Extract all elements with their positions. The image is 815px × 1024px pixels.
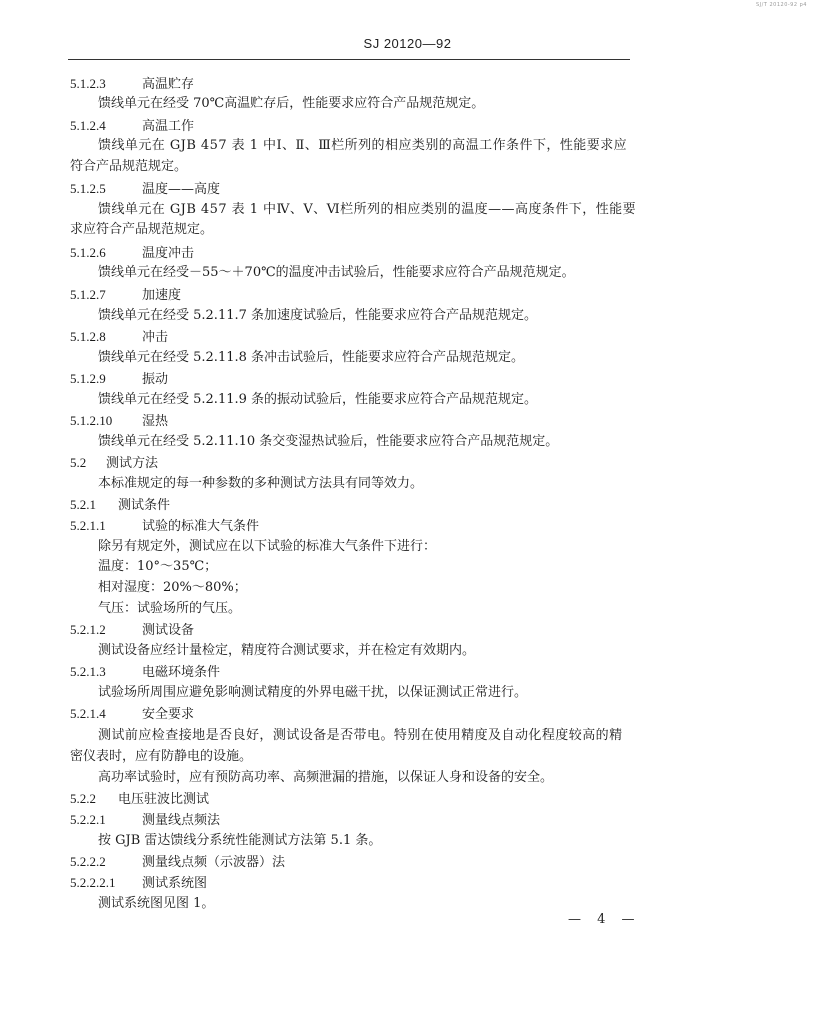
section-heading-5-1-2-10: 5.1.2.10 湿热 <box>70 413 169 429</box>
paragraph-line: 求应符合产品规范规定。 <box>70 222 214 237</box>
section-heading-5-1-2-5: 5.1.2.5 温度——高度 <box>70 181 221 197</box>
section-heading-5-2-1: 5.2.1 测试条件 <box>70 497 171 513</box>
paragraph-line: 馈线单元在经受 5.2.11.9 条的振动试验后，性能要求应符合产品规范规定。 <box>98 392 538 407</box>
paragraph-line: 试验场所周围应避免影响测试精度的外界电磁干扰，以保证测试正常进行。 <box>98 685 528 700</box>
section-heading-5-2-1-4: 5.2.1.4 安全要求 <box>70 706 195 722</box>
corner-mark: SJ/T 20120-92 p4 <box>756 2 807 8</box>
paragraph-line: 测试系统图见图 1。 <box>98 896 215 911</box>
document-header: SJ 20120—92 <box>363 36 452 51</box>
paragraph-line: 温度：10°～35℃； <box>98 559 218 574</box>
section-heading-5-1-2-8: 5.1.2.8 冲击 <box>70 329 169 345</box>
paragraph-line: 符合产品规范规定。 <box>70 159 188 174</box>
header-rule <box>68 59 630 60</box>
section-heading-5-1-2-4: 5.1.2.4 高温工作 <box>70 118 195 134</box>
section-heading-5-1-2-9: 5.1.2.9 振动 <box>70 371 169 387</box>
paragraph-line: 按 GJB 雷达馈线分系统性能测试方法第 5.1 条。 <box>98 833 382 848</box>
paragraph-line: 测试前应检查接地是否良好，测试设备是否带电。特别在使用精度及自动化程度较高的精 <box>98 728 623 743</box>
paragraph-line: 馈线单元在经受 5.2.11.7 条加速度试验后，性能要求应符合产品规范规定。 <box>98 308 538 323</box>
paragraph-line: 除另有规定外，测试应在以下试验的标准大气条件下进行： <box>98 539 437 554</box>
section-heading-5-1-2-6: 5.1.2.6 温度冲击 <box>70 245 195 261</box>
section-heading-5-2-2-2: 5.2.2.2 测量线点频（示波器）法 <box>70 854 286 870</box>
paragraph-line: 馈线单元在经受 5.2.11.8 条冲击试验后，性能要求应符合产品规范规定。 <box>98 350 525 365</box>
paragraph-line: 馈线单元在经受 5.2.11.10 条交变湿热试验后，性能要求应符合产品规范规定。 <box>98 434 559 449</box>
paragraph-line: 密仪表时，应有防静电的设施。 <box>70 749 253 764</box>
section-heading-5-1-2-3: 5.1.2.3 高温贮存 <box>70 76 195 92</box>
section-heading-5-2: 5.2 测试方法 <box>70 455 159 471</box>
paragraph-line: 测试设备应经计量检定，精度符合测试要求，并在检定有效期内。 <box>98 643 476 658</box>
section-heading-5-2-1-1: 5.2.1.1 试验的标准大气条件 <box>70 518 260 534</box>
paragraph-line: 高功率试验时，应有预防高功率、高频泄漏的措施，以保证人身和设备的安全。 <box>98 770 554 785</box>
paragraph-line: 馈线单元在经受 70℃高温贮存后，性能要求应符合产品规范规定。 <box>98 96 485 111</box>
paragraph-line: 相对湿度：20%～80%； <box>98 580 247 595</box>
paragraph-line: 馈线单元在经受－55～＋70℃的温度冲击试验后，性能要求应符合产品规范规定。 <box>98 265 575 280</box>
paragraph-line: 气压：试验场所的气压。 <box>98 601 242 616</box>
page-number: — 4 — <box>568 912 641 927</box>
paragraph-line: 本标准规定的每一种参数的多种测试方法具有同等效力。 <box>98 476 424 491</box>
paragraph-line: 馈线单元在 GJB 457 表 1 中Ⅳ、Ⅴ、Ⅵ栏所列的相应类别的温度——高度条件下，性能要 <box>98 202 637 217</box>
section-heading-5-2-2-1: 5.2.2.1 测量线点频法 <box>70 812 221 828</box>
section-heading-5-2-1-3: 5.2.1.3 电磁环境条件 <box>70 664 221 680</box>
paragraph-line: 馈线单元在 GJB 457 表 1 中Ⅰ、Ⅱ、Ⅲ栏所列的相应类别的高温工作条件下，性能要求应 <box>98 138 628 153</box>
section-heading-5-1-2-7: 5.1.2.7 加速度 <box>70 287 182 303</box>
section-heading-5-2-1-2: 5.2.1.2 测试设备 <box>70 622 195 638</box>
section-heading-5-2-2: 5.2.2 电压驻波比测试 <box>70 791 210 807</box>
section-heading-5-2-2-2-1: 5.2.2.2.1 测试系统图 <box>70 875 208 891</box>
